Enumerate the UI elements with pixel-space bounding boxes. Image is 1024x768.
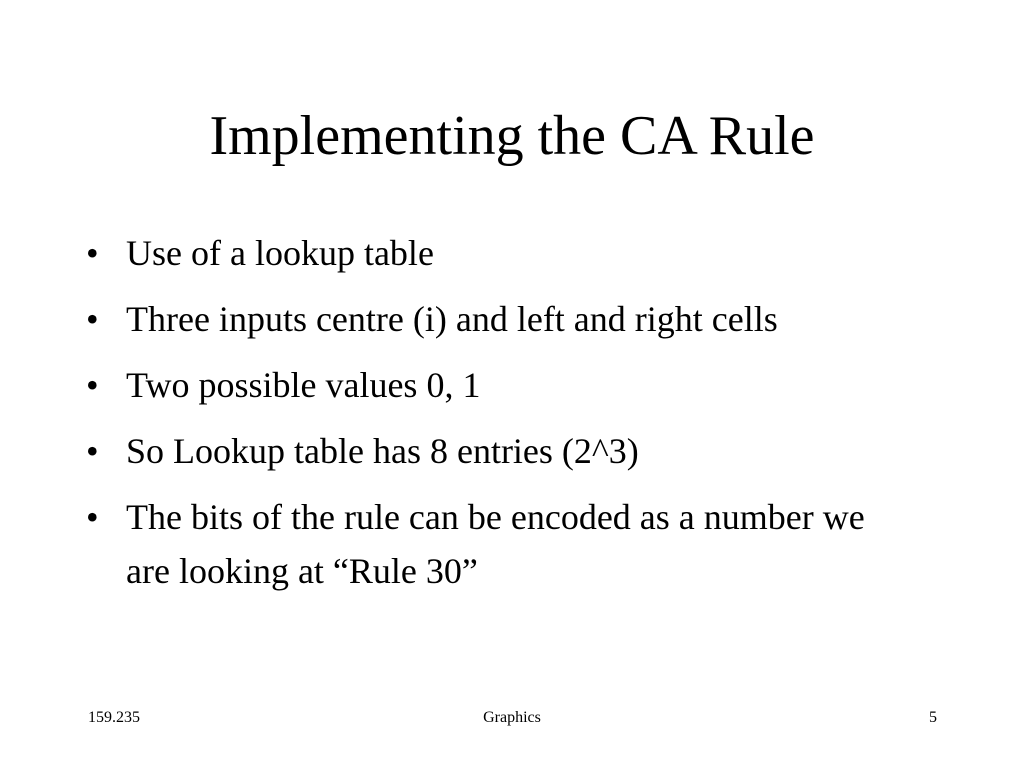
bullet-text: Two possible values 0, 1 xyxy=(126,365,481,405)
bullet-item xyxy=(86,424,916,478)
bullet-text: So Lookup table has 8 entries (2^3) xyxy=(126,431,639,471)
bullet-marker: • xyxy=(86,365,99,405)
slide-title: Implementing the CA Rule xyxy=(209,105,815,167)
bullet-text: Use of a lookup table xyxy=(126,233,434,273)
footer-course-code: 159.235 xyxy=(88,709,140,726)
bullet-item xyxy=(86,358,916,412)
bullet-marker: • xyxy=(86,299,99,339)
bullet-marker: • xyxy=(86,497,99,537)
bullet-item xyxy=(86,490,916,598)
bullet-item xyxy=(86,292,916,346)
footer-topic: Graphics xyxy=(483,709,541,726)
bullet-item xyxy=(86,226,916,280)
footer-page-number: 5 xyxy=(929,709,937,726)
bullet-list xyxy=(86,226,916,610)
bullet-text: The bits of the rule can be encoded as a number we are looking at “Rule 30” xyxy=(126,497,865,591)
bullet-marker: • xyxy=(86,233,99,273)
bullet-marker: • xyxy=(86,431,99,471)
bullet-text: Three inputs centre (i) and left and right cells xyxy=(126,299,778,339)
